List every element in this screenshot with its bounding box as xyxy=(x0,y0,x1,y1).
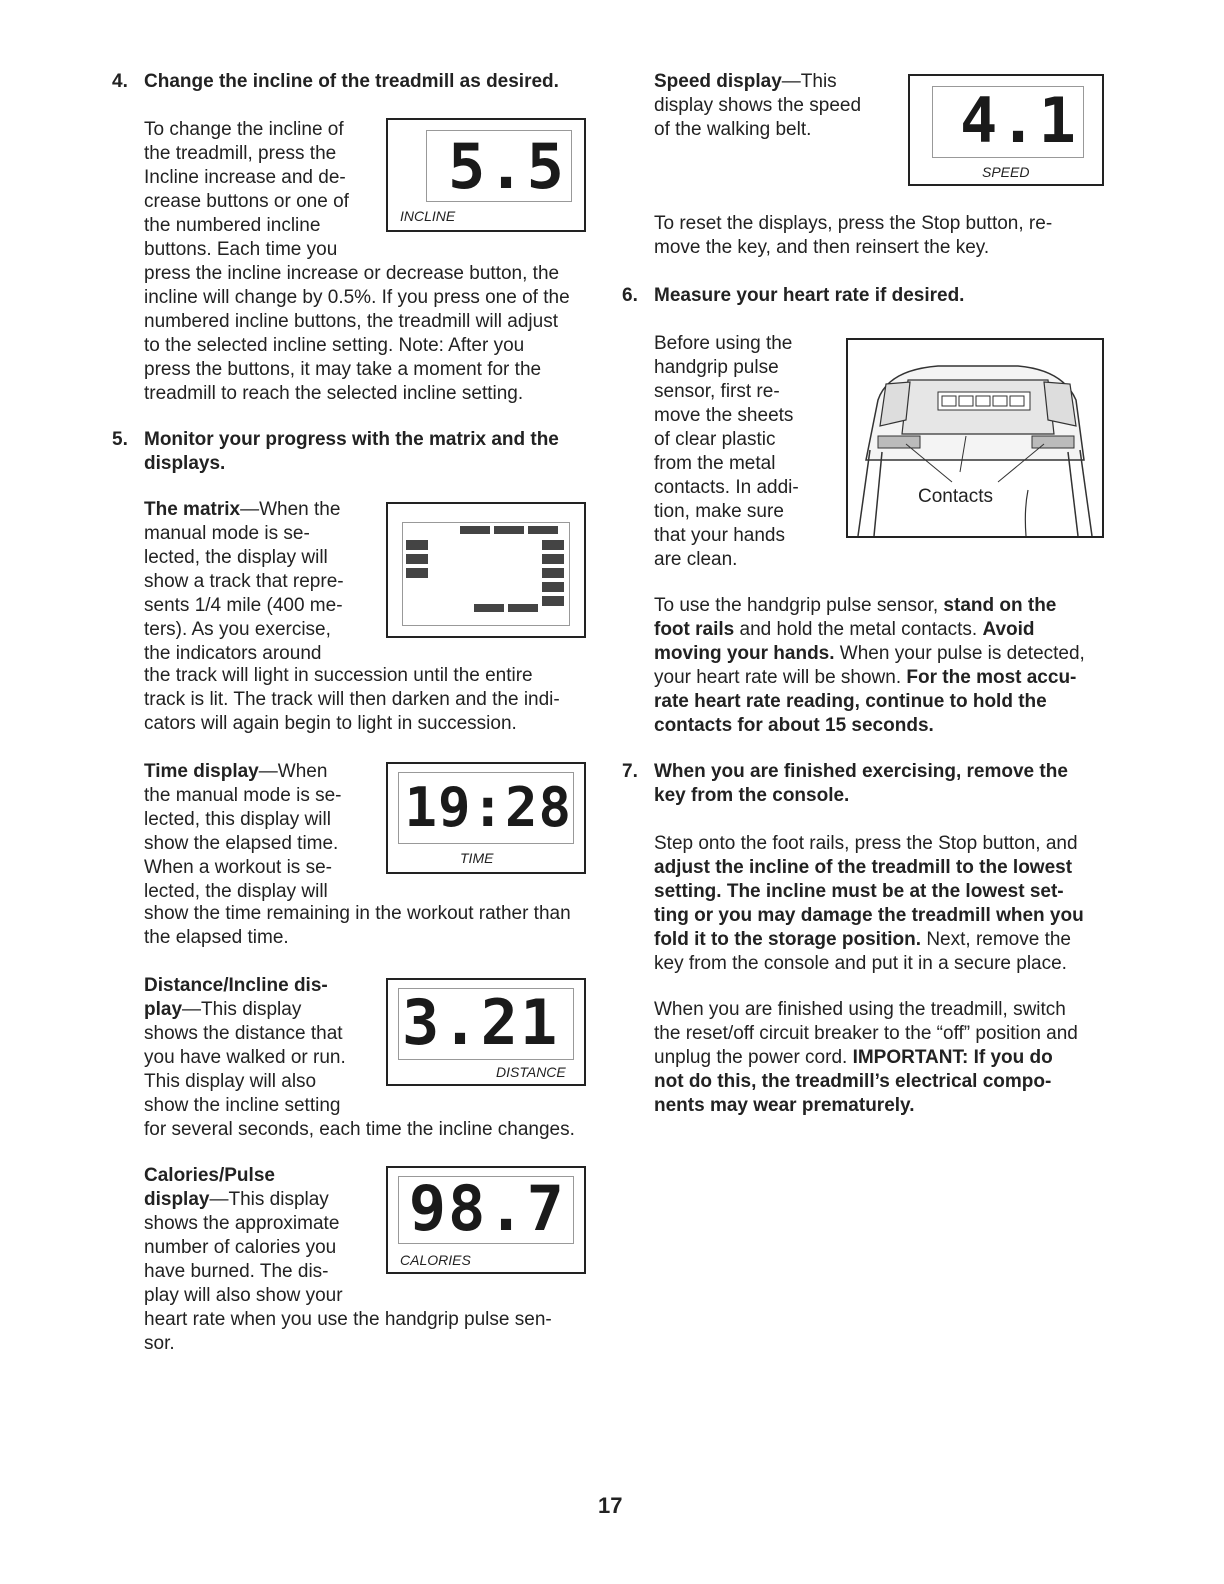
contacts-label: Contacts xyxy=(918,486,993,507)
matrix-segment xyxy=(528,526,558,534)
step-6-p2-bold-f: For the most accu- rate heart rate reading, continue to hold the contacts for about 15 seconds. xyxy=(654,667,1077,736)
incline-label: INCLINE xyxy=(400,208,456,224)
speed-body: display shows the speed of the walking belt. xyxy=(654,95,862,140)
time-lcd-value: 19:28 xyxy=(404,776,572,839)
calories-label: CALORIES xyxy=(400,1252,471,1268)
distance-label: DISTANCE xyxy=(496,1064,566,1080)
step-4-body-wrap: To change the incline of the treadmill, press the Incline increase and de- crease buttons or one of the numbered incline buttons. Each time you xyxy=(144,119,349,260)
step-7-p1-text-a: Step onto the foot rails, press the Stop button, and xyxy=(654,833,1078,854)
matrix-segment xyxy=(542,582,564,592)
step-7-paragraph-1 xyxy=(654,832,1124,976)
step-7-paragraph-2 xyxy=(654,998,1124,1118)
time-dash: — xyxy=(258,761,278,782)
step-5-heading: Monitor your progress with the matrix and the displays. xyxy=(144,429,559,474)
distance-display-figure xyxy=(386,978,586,1086)
distance-body-first: This display xyxy=(201,999,302,1020)
distance-title: Distance/Incline dis- play xyxy=(144,975,328,1020)
step-6-number: 6. xyxy=(622,285,638,306)
step-6-paragraph-2 xyxy=(654,594,1124,738)
matrix-segment xyxy=(542,596,564,606)
step-4-heading: Change the incline of the treadmill as desired. xyxy=(144,71,559,92)
matrix-title: The matrix xyxy=(144,499,241,520)
step-6-p2-text-c: and hold the metal contacts. xyxy=(734,619,983,640)
calories-paragraph xyxy=(144,1164,384,1308)
speed-title: Speed display xyxy=(654,71,782,92)
time-body-first: When xyxy=(277,761,328,782)
step-7-p1-text-c: Next, remove the key from the console and put it in a secure place. xyxy=(654,929,1071,974)
matrix-segment xyxy=(460,526,490,534)
matrix-segment xyxy=(406,568,428,578)
matrix-segment xyxy=(542,540,564,550)
matrix-segment xyxy=(474,604,504,612)
speed-paragraph xyxy=(654,70,904,142)
step-7-number: 7. xyxy=(622,761,638,782)
calories-body-wrap: shows the approximate number of calories you have burned. The dis- play will also show your xyxy=(144,1213,343,1306)
time-label: TIME xyxy=(460,850,494,866)
calories-lcd-value: 98.7 xyxy=(408,1172,566,1245)
step-4-body-full: press the incline increase or decrease button, the incline will change by 0.5%. If you press one of the numbered incline buttons, the treadmill will adjust to the selected incline setting. Note: After you press the buttons, it may take a moment for the treadmill to reach the selected incline setting. xyxy=(144,263,570,404)
speed-display-figure xyxy=(908,74,1104,186)
step-7-p2-bold-b: IMPORTANT: If you do not do this, the treadmill’s electrical compo- nents may wear prematurely. xyxy=(654,1047,1053,1116)
speed-label: SPEED xyxy=(982,164,1030,180)
step-7-heading: When you are finished exercising, remove the key from the console. xyxy=(654,761,1068,806)
step-6-body-wrap: Before using the handgrip pulse sensor, first re- move the sheets of clear plastic from the metal contacts. In addi- tion, make sure that your hands are clean. xyxy=(654,333,799,570)
calories-title: Calories/Pulse display xyxy=(144,1165,275,1210)
step-6-p2-text-e: When your pulse is detected, your heart rate will be shown. xyxy=(654,643,1085,688)
step-7-p2-text-a: When you are finished using the treadmill, switch the reset/off circuit breaker to the “off” position and unplug the power cord. xyxy=(654,999,1078,1068)
time-paragraph xyxy=(144,760,384,904)
calories-dash: — xyxy=(209,1189,229,1210)
matrix-segment xyxy=(406,554,428,564)
distance-lcd-value: 3.21 xyxy=(402,986,560,1059)
matrix-segment xyxy=(542,568,564,578)
speed-lcd-value: 4.1 xyxy=(960,84,1078,157)
matrix-segment xyxy=(494,526,524,534)
speed-body-first: This xyxy=(800,71,837,92)
reset-text: To reset the displays, press the Stop button, re- move the key, and then reinsert the key. xyxy=(654,213,1053,258)
step-6-p2-text-a: To use the handgrip pulse sensor, xyxy=(654,595,944,616)
step-5-number: 5. xyxy=(112,429,128,450)
distance-paragraph xyxy=(144,974,384,1118)
matrix-body-first: When the xyxy=(259,499,341,520)
distance-body-full: for several seconds, each time the incline changes. xyxy=(144,1119,575,1140)
distance-body-wrap: shows the distance that you have walked or run. This display will also show the incline setting xyxy=(144,1023,346,1116)
calories-body-first: This display xyxy=(228,1189,329,1210)
time-display-figure xyxy=(386,762,586,874)
matrix-segment xyxy=(542,554,564,564)
step-6-p2-bold-b: stand on the foot rails xyxy=(654,595,1057,640)
matrix-display-figure xyxy=(386,502,586,638)
incline-lcd-value: 5.5 xyxy=(448,130,566,203)
step-7-p1-bold-b: adjust the incline of the treadmill to the lowest setting. The incline must be at the lowest set- ting or you may damage the treadmill when you fold it to the storage position. xyxy=(654,857,1084,950)
speed-dash: — xyxy=(781,71,801,92)
step-6-p2-bold-d: Avoid moving your hands. xyxy=(654,619,1035,664)
handgrip-contacts-figure xyxy=(846,338,1104,538)
calories-body-full: heart rate when you use the handgrip pulse sen- sor. xyxy=(144,1309,552,1354)
step-4-number: 4. xyxy=(112,71,128,92)
matrix-paragraph xyxy=(144,498,384,666)
matrix-dash: — xyxy=(240,499,260,520)
calories-display-figure xyxy=(386,1166,586,1274)
matrix-segment xyxy=(508,604,538,612)
time-title: Time display xyxy=(144,761,259,782)
time-body-wrap: the manual mode is se- lected, this display will show the elapsed time. When a workout is se- lected, the display will xyxy=(144,785,342,902)
matrix-body-wrap: manual mode is se- lected, the display will show a track that repre- sents 1/4 mile (400 me- ters). As you exercise, the indicators around xyxy=(144,523,344,664)
step-6-heading: Measure your heart rate if desired. xyxy=(654,285,965,306)
distance-dash: — xyxy=(182,999,202,1020)
incline-display-figure xyxy=(386,118,586,232)
matrix-body-full: the track will light in succession until the entire track is lit. The track will then darken and the indi- cators will again begin to light in succession. xyxy=(144,665,560,734)
matrix-segment xyxy=(406,540,428,550)
page-number: 17 xyxy=(598,1493,623,1518)
time-body-full: show the time remaining in the workout rather than the elapsed time. xyxy=(144,903,571,948)
